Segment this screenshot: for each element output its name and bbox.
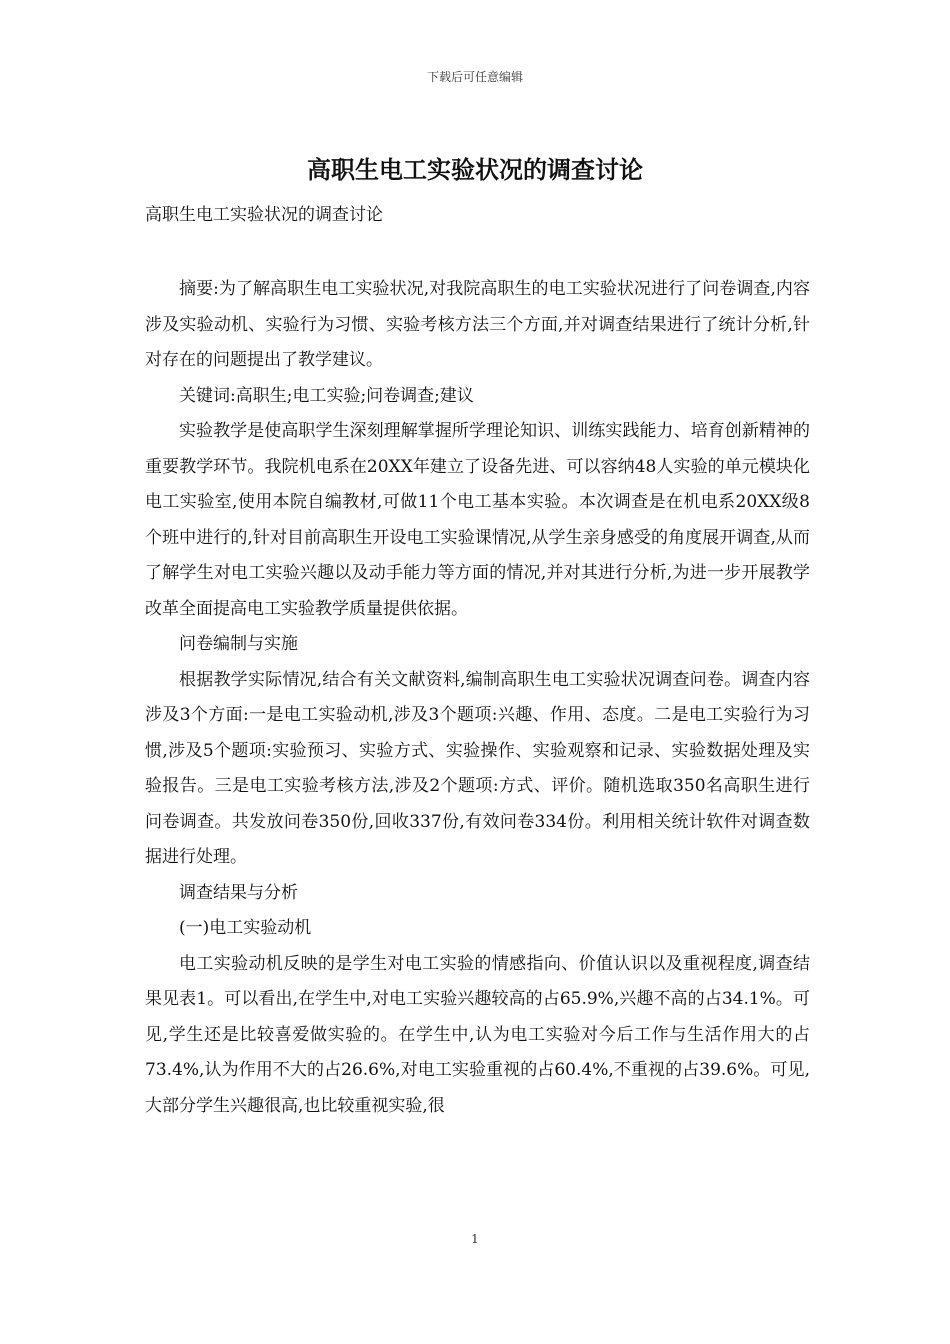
document-body — [145, 272, 810, 1124]
subsection-heading-motivation: (一)电工实验动机 — [179, 918, 312, 938]
questionnaire-paragraph: 根据教学实际情况,结合有关文献资料,编制高职生电工实验状况调查问卷。调查内容涉及3个方面:一是电工实验动机,涉及3个题项:兴趣、作用、态度。二是电工实验行为习惯,涉及5个题项:实验预习、实验方式、实验操作、实验观察和记录、实验数据处理及实验报告。三是电工实验考核方法,涉及2个题项:方式、评价。随机选取350名高职生进行问卷调查。共发放问卷350份,回收337份,有效问卷334份。利用相关统计软件对调查数据进行处理。 — [145, 669, 810, 867]
intro-paragraph: 实验教学是使高职学生深刻理解掌握所学理论知识、训练实践能力、培育创新精神的重要教学环节。我院机电系在20XX年建立了设备先进、可以容纳48人实验的单元模块化电工实验室,使用本院自编教材,可做11个电工基本实验。本次调查是在机电系20XX级8个班中进行的,针对目前高职生开设电工实验课情况,从学生亲身感受的角度展开调查,从而了解学生对电工实验兴趣以及动手能力等方面的情况,并对其进行分析,为进一步开展教学改革全面提高电工实验教学质量提供依据。 — [145, 421, 810, 619]
motivation-paragraph: 电工实验动机反映的是学生对电工实验的情感指向、价值认识以及重视程度,调查结果见表1。可以看出,在学生中,对电工实验兴趣较高的占65.9%,兴趣不高的占34.1%。可见,学生还是比较喜爱做实验的。在学生中,认为电工实验对今后工作与生活作用大的占73.4%,认为作用不大的占26.6%,对电工实验重视的占60.4%,不重视的占39.6%。可见,大部分学生兴趣很高,也比较重视实验,很 — [145, 953, 810, 1116]
section-heading-questionnaire: 问卷编制与实施 — [179, 634, 298, 654]
page-header: 下载后可任意编辑 — [426, 70, 523, 84]
abstract-paragraph: 摘要:为了解高职生电工实验状况,对我院高职生的电工实验状况进行了问卷调查,内容涉及实验动机、实验行为习惯、实验考核方法三个方面,并对调查结果进行了统计分析,针对存在的问题提出了教学建议。 — [145, 279, 810, 370]
page-number: 1 — [471, 1232, 479, 1246]
section-heading-results: 调查结果与分析 — [179, 882, 298, 903]
keywords-line: 关键词:高职生;电工实验;问卷调查;建议 — [179, 385, 474, 406]
document-subtitle: 高职生电工实验状况的调查讨论 — [145, 205, 383, 225]
document-title: 高职生电工实验状况的调查讨论 — [307, 155, 643, 184]
